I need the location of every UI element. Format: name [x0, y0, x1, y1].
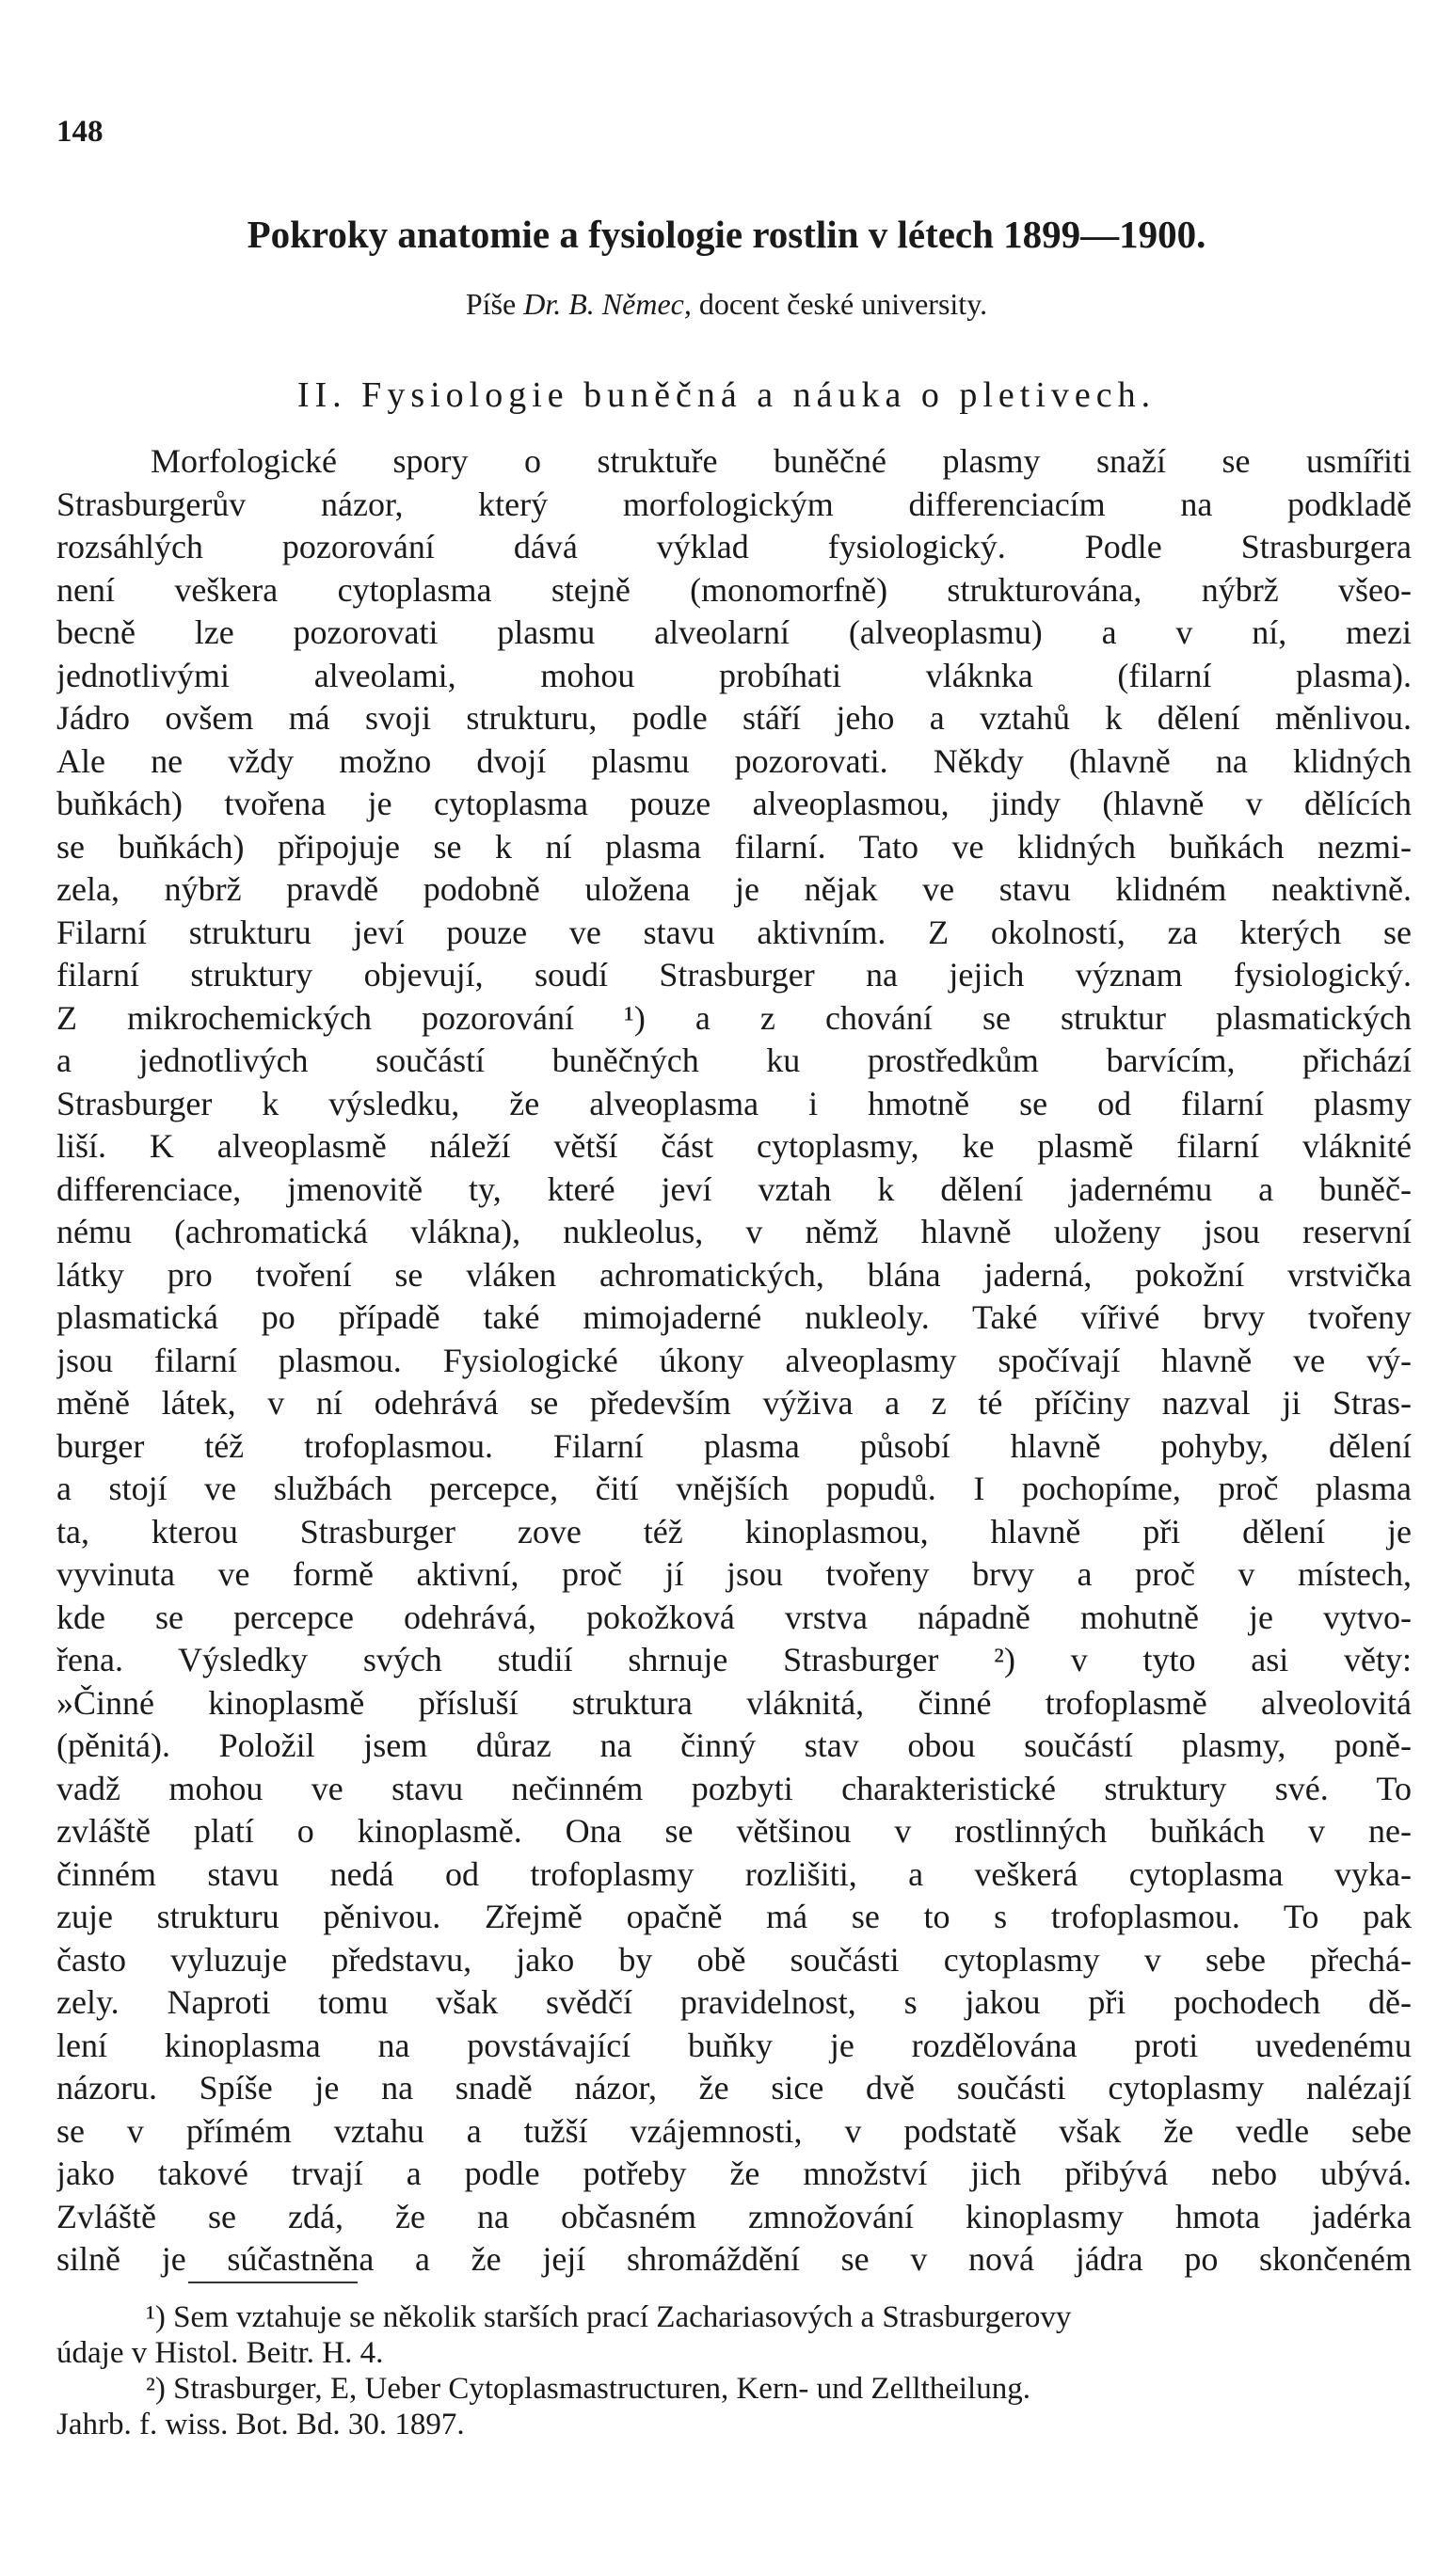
body-line: často vyluzuje představu, jako by obě součásti cytoplasmy v sebe přechá-: [56, 1940, 1412, 1979]
footnote-1: ¹) Sem vztahuje se několik starších prací Zachariasových a Strasburgerovy: [146, 2300, 1072, 2334]
body-line: kde se percepce odehrává, pokožková vrstva nápadně mohutně je vytvo-: [56, 1598, 1412, 1636]
footnote-2: ²) Strasburger, E, Ueber Cytoplasmastructuren, Kern- und Zelltheilung.: [146, 2372, 1030, 2406]
body-line: silně je súčastněna a že její shromáždění se v nová jádra po skončeném: [56, 2240, 1412, 2278]
body-line: rozsáhlých pozorování dává výklad fysiologický. Podle Strasburgera: [56, 528, 1412, 565]
page-number: 148: [56, 115, 104, 149]
section-heading: II. Fysiologie buněčná a náuka o pletivech.: [296, 375, 1157, 415]
byline-author: Dr. B. Němec,: [523, 287, 692, 321]
body-line: Ale ne vždy možno dvojí plasmu pozorovati. Někdy (hlavně na klidných: [56, 741, 1412, 780]
body-line: zely. Naproti tomu však svědčí pravidelnost, s jakou při pochodech dě-: [56, 1983, 1412, 2021]
body-line: Filarní strukturu jeví pouze ve stavu aktivním. Z okolností, za kterých se: [56, 913, 1412, 951]
body-line: a stojí ve službách percepce, čití vnějších popudů. I pochopíme, proč plasma: [56, 1470, 1412, 1507]
body-line: differenciace, jmenovitě ty, které jeví vztah k dělení jadernému a buněč-: [56, 1169, 1412, 1208]
body-line: a jednotlivých součástí buněčných ku prostředkům barvícím, přichází: [56, 1042, 1412, 1079]
body-line: Jádro ovšem má svoji strukturu, podle stáří jeho a vztahů k dělení měnlivou.: [56, 699, 1412, 737]
body-line: »Činné kinoplasmě přísluší struktura vláknitá, činné trofoplasmě alveolovitá: [56, 1683, 1412, 1722]
body-line: Strasburgerův názor, který morfologickým differenciacím na podkladě: [56, 485, 1412, 523]
footnote-2-cont: Jahrb. f. wiss. Bot. Bd. 30. 1897.: [56, 2408, 465, 2441]
body-line: zela, nýbrž pravdě podobně uložena je nějak ve stavu klidném neaktivně.: [56, 870, 1412, 908]
body-line: liší. K alveoplasmě náleží větší část cytoplasmy, ke plasmě filarní vláknité: [56, 1127, 1412, 1165]
body-line: buňkách) tvořena je cytoplasma pouze alveoplasmou, jindy (hlavně v dělících: [56, 785, 1412, 822]
article-title: Pokroky anatomie a fysiologie rostlin v létech 1899—1900.: [247, 213, 1206, 256]
footnote-rule: [188, 2282, 358, 2283]
body-line: jednotlivými alveolami, mohou probíhati vláknka (filarní plasma).: [56, 656, 1412, 694]
body-line: se v přímém vztahu a tužší vzájemnosti, v podstatě však že vedle sebe: [56, 2111, 1412, 2150]
body-text: [56, 440, 1412, 2282]
body-line: burger též trofoplasmou. Filarní plasma působí hlavně pohyby, dělení: [56, 1426, 1412, 1465]
body-line: vadž mohou ve stavu nečinném pozbyti charakteristické struktury své. To: [56, 1769, 1412, 1807]
body-line: názoru. Spíše je na snadě názor, že sice dvě součásti cytoplasmy nalézají: [56, 2069, 1412, 2107]
body-line: se buňkách) připojuje se k ní plasma filarní. Tato ve klidných buňkách nezmi-: [56, 827, 1412, 866]
body-line: filarní struktury objevují, soudí Strasburger na jejich význam fysiologický.: [56, 956, 1412, 994]
body-line: řena. Výsledky svých studií shrnuje Strasburger ²) v tyto asi věty:: [56, 1641, 1412, 1678]
body-line: zuje strukturu pěnivou. Zřejmě opačně má se to s trofoplasmou. To pak: [56, 1898, 1412, 1935]
footnotes: [56, 2299, 1412, 2442]
body-line: Strasburger k výsledku, že alveoplasma i hmotně se od filarní plasmy: [56, 1084, 1412, 1122]
body-line: není veškera cytoplasma stejně (monomorfně) strukturována, nýbrž všeo-: [56, 570, 1412, 609]
body-line: vyvinuta ve formě aktivní, proč jí jsou tvořeny brvy a proč v místech,: [56, 1555, 1412, 1593]
body-line: ta, kterou Strasburger zove též kinoplasmou, hlavně při dělení je: [56, 1512, 1412, 1550]
body-line: měně látek, v ní odehrává se především výživa a z té příčiny nazval ji Stras-: [56, 1384, 1412, 1422]
body-line: lení kinoplasma na povstávající buňky je rozdělována proti uvedenému: [56, 2026, 1412, 2064]
body-line: látky pro tvoření se vláken achromatických, blána jaderná, pokožní vrstvička: [56, 1255, 1412, 1294]
body-line: Morfologické spory o struktuře buněčné plasmy snaží se usmířiti: [151, 442, 1412, 480]
byline-prefix: Píše: [465, 287, 517, 321]
byline: [0, 287, 1453, 322]
body-line: nému (achromatická vlákna), nukleolus, v němž hlavně uloženy jsou reservní: [56, 1213, 1412, 1250]
body-line: jako takové trvají a podle potřeby že množství jich přibývá nebo ubývá.: [56, 2155, 1412, 2192]
body-line: (pěnitá). Položil jsem důraz na činný stav obou součástí plasmy, poně-: [56, 1726, 1412, 1764]
body-line: plasmatická po případě také mimojaderné nukleoly. Také vířivé brvy tvořeny: [56, 1298, 1412, 1336]
body-line: jsou filarní plasmou. Fysiologické úkony alveoplasmy spočívají hlavně ve vý-: [56, 1341, 1412, 1379]
footnote-1-cont: údaje v Histol. Beitr. H. 4.: [56, 2336, 384, 2370]
byline-suffix: docent české university.: [698, 287, 988, 321]
body-line: becně lze pozorovati plasmu alveolarní (alveoplasmu) a v ní, mezi: [56, 613, 1412, 651]
body-line: zvláště platí o kinoplasmě. Ona se většinou v rostlinných buňkách v ne-: [56, 1812, 1412, 1850]
body-line: Zvláště se zdá, že na občasném zmnožování kinoplasmy hmota jadérka: [56, 2197, 1412, 2235]
body-line: činném stavu nedá od trofoplasmy rozlišiti, a veškerá cytoplasma vyka-: [56, 1854, 1412, 1893]
body-line: Z mikrochemických pozorování ¹) a z chování se struktur plasmatických: [56, 998, 1412, 1037]
